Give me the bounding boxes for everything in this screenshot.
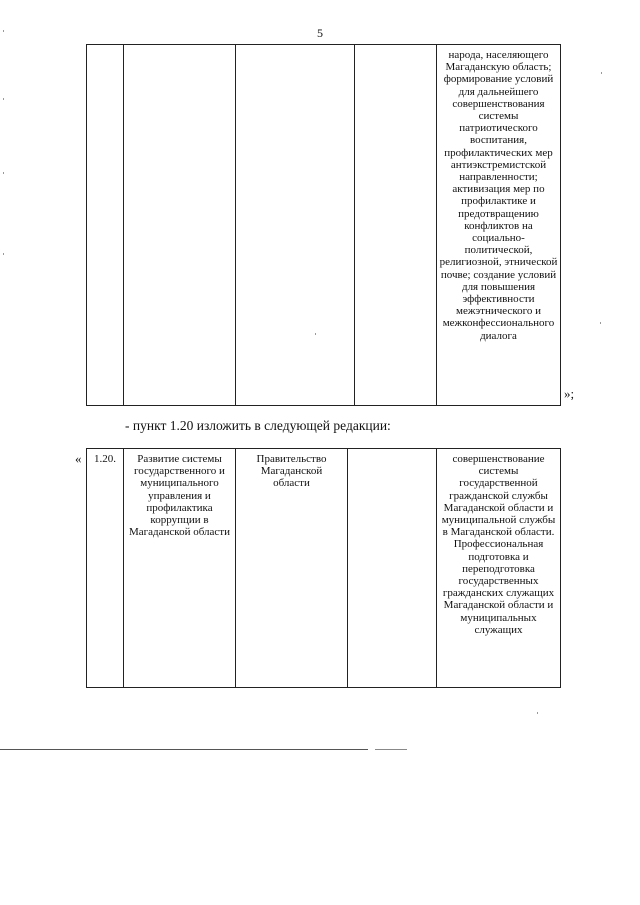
table-cell xyxy=(348,449,437,688)
scan-speck xyxy=(600,322,601,324)
table-row xyxy=(87,449,561,688)
continued-table xyxy=(86,44,561,406)
scan-speck xyxy=(3,172,4,174)
item-number: 1.20. xyxy=(94,453,116,465)
result-text: народа, населяющего Магаданскую область; формирование условий для дальнейшего совершенствования системы патриотического воспитания, профилактических мер антиэкстремистской направленности; активизация мер по профилактике и предотвращению конфликтов на социально-политической, религиозной, этнической почве; создание условий для повышения эффективности межэтнического и межконфессионального диалога xyxy=(439,49,558,342)
scan-speck xyxy=(601,72,602,74)
item-name: Развитие системы государственного и муниципального управления и профилактика коррупции в Магаданской области xyxy=(129,453,230,539)
new-row-table xyxy=(86,448,561,688)
table-cell xyxy=(437,449,561,688)
table-cell xyxy=(437,45,561,406)
item-empty xyxy=(348,449,436,453)
item-executor: Правительство Магаданской области xyxy=(256,453,327,490)
opening-quote: « xyxy=(75,451,82,466)
table-cell xyxy=(124,45,236,406)
scan-speck xyxy=(3,253,4,255)
table-cell xyxy=(87,45,124,406)
scan-line xyxy=(375,749,407,750)
closing-quote: »; xyxy=(564,386,575,401)
table-cell xyxy=(355,45,437,406)
table-cell xyxy=(87,449,124,688)
item-result: совершенствование системы государственной гражданской службы Магаданской области и муниципальной службы в Магаданской области. Профессиональная подготовка и переподготовка государственных гражданских служащих Магаданской области и муниципальных служащих xyxy=(441,453,556,636)
scan-speck xyxy=(3,30,4,32)
page-number: 5 xyxy=(317,26,323,40)
scan-speck xyxy=(315,333,316,335)
table-cell xyxy=(236,45,355,406)
amendment-instruction: - пункт 1.20 изложить в следующей редакции: xyxy=(125,418,391,433)
scan-speck xyxy=(537,712,538,714)
table-cell xyxy=(124,449,236,688)
scan-speck xyxy=(3,98,4,100)
table-row xyxy=(87,45,561,406)
table-cell xyxy=(236,449,348,688)
scan-line xyxy=(0,749,368,750)
